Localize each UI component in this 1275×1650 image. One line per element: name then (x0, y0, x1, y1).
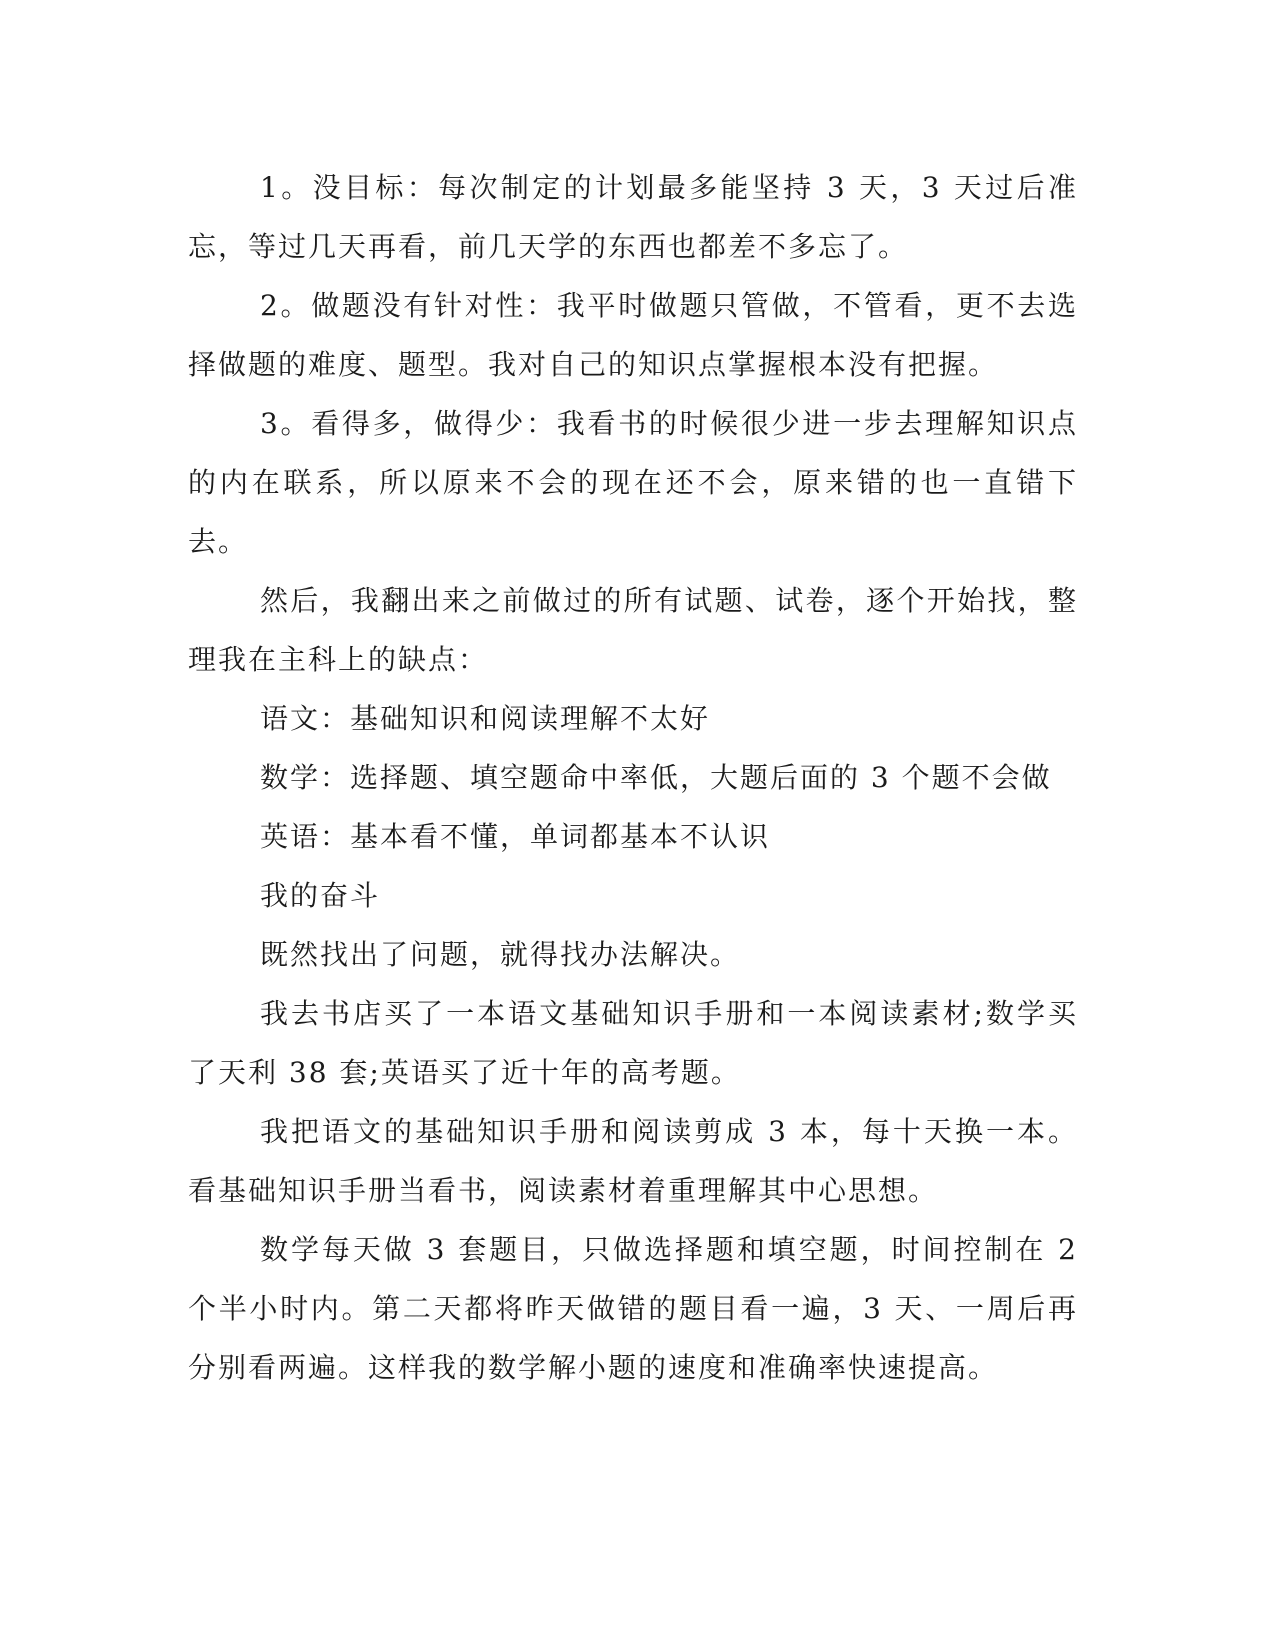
paragraph-problem-1: 1。没目标：每次制定的计划最多能坚持 3 天，3 天过后准忘，等过几天再看，前几天学的东西也都差不多忘了。 (188, 171, 1078, 263)
section-heading-my-struggle: 我的奋斗 (260, 879, 381, 912)
paragraph-math-plan: 数学每天做 3 套题目，只做选择题和填空题，时间控制在 2 个半小时内。第二天都将昨天做错的题目看一遍，3 天、一周后再分别看两遍。这样我的数学解小题的速度和准确率快速提高。 (188, 1233, 1078, 1384)
paragraph-problem-3: 3。看得多，做得少：我看书的时候很少进一步去理解知识点的内在联系，所以原来不会的现在还不会，原来错的也一直错下去。 (188, 407, 1078, 558)
document-body (188, 158, 1078, 1397)
paragraph-chinese-plan: 我把语文的基础知识手册和阅读剪成 3 本，每十天换一本。看基础知识手册当看书，阅读素材着重理解其中心思想。 (188, 1115, 1078, 1207)
paragraph-solution-intro: 既然找出了问题，就得找办法解决。 (260, 938, 741, 971)
paragraph-problem-2: 2。做题没有针对性：我平时做题只管做，不管看，更不去选择做题的难度、题型。我对自己的知识点掌握根本没有把握。 (188, 289, 1078, 381)
paragraph-english-weakness: 英语：基本看不懂，单词都基本不认识 (260, 820, 771, 853)
paragraph-math-weakness: 数学：选择题、填空题命中率低，大题后面的 3 个题不会做 (260, 761, 1052, 794)
paragraph-review-intro: 然后，我翻出来之前做过的所有试题、试卷，逐个开始找，整理我在主科上的缺点： (188, 584, 1078, 676)
paragraph-chinese-weakness: 语文：基础知识和阅读理解不太好 (260, 702, 711, 735)
paragraph-materials: 我去书店买了一本语文基础知识手册和一本阅读素材;数学买了天利 38 套;英语买了近十年的高考题。 (188, 997, 1078, 1089)
